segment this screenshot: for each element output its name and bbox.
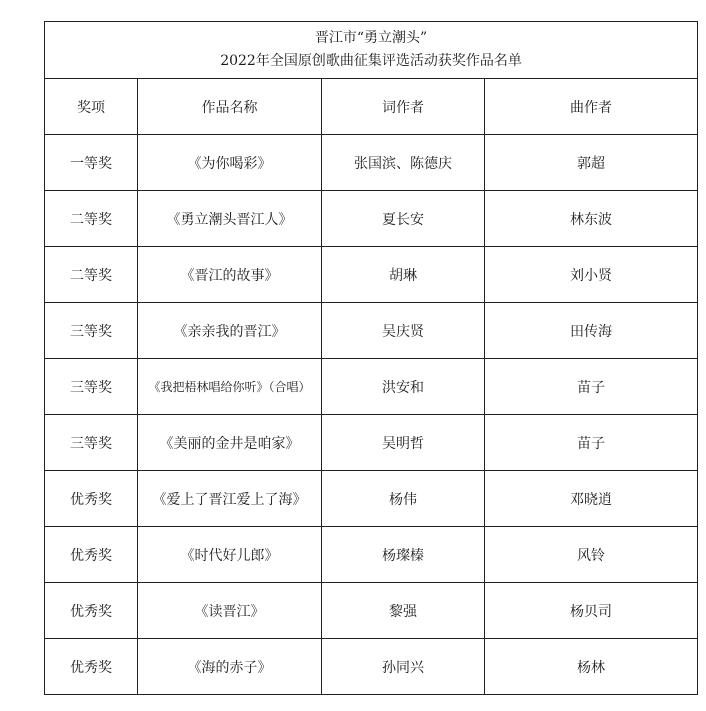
lyricist-cell: 洪安和: [322, 359, 485, 415]
work-cell: 《读晋江》: [138, 583, 322, 639]
column-header-work: 作品名称: [138, 79, 322, 135]
work-cell: 《爱上了晋江爱上了海》: [138, 471, 322, 527]
composer-cell: 林东波: [485, 191, 698, 247]
composer-cell: 苗子: [485, 415, 698, 471]
award-cell: 优秀奖: [45, 639, 138, 695]
work-cell: 《海的赤子》: [138, 639, 322, 695]
table-row: [45, 191, 698, 247]
table-row: [45, 527, 698, 583]
award-cell: 三等奖: [45, 303, 138, 359]
lyricist-cell: 孙同兴: [322, 639, 485, 695]
composer-cell: 刘小贤: [485, 247, 698, 303]
composer-cell: 郭超: [485, 135, 698, 191]
lyricist-cell: 黎强: [322, 583, 485, 639]
table-row: [45, 415, 698, 471]
composer-cell: 邓晓逍: [485, 471, 698, 527]
award-cell: 三等奖: [45, 415, 138, 471]
composer-cell: 风铃: [485, 527, 698, 583]
award-cell: 优秀奖: [45, 471, 138, 527]
lyricist-cell: 吴庆贤: [322, 303, 485, 359]
column-header-award: 奖项: [45, 79, 138, 135]
award-cell: 二等奖: [45, 191, 138, 247]
table-row: [45, 471, 698, 527]
composer-cell: 苗子: [485, 359, 698, 415]
award-list-table: [44, 21, 698, 695]
composer-cell: 田传海: [485, 303, 698, 359]
lyricist-cell: 杨伟: [322, 471, 485, 527]
work-cell: 《亲亲我的晋江》: [138, 303, 322, 359]
title-line-2: 2022年全国原创歌曲征集评选活动获奖作品名单: [220, 53, 522, 69]
composer-cell: 杨林: [485, 639, 698, 695]
award-cell: 二等奖: [45, 247, 138, 303]
work-cell: 《晋江的故事》: [138, 247, 322, 303]
award-cell: 优秀奖: [45, 583, 138, 639]
lyricist-cell: 胡琳: [322, 247, 485, 303]
work-cell: 《美丽的金井是咱家》: [138, 415, 322, 471]
table-row: [45, 359, 698, 415]
table-row: [45, 303, 698, 359]
award-cell: 优秀奖: [45, 527, 138, 583]
work-cell: 《勇立潮头晋江人》: [138, 191, 322, 247]
lyricist-cell: 张国滨、陈德庆: [322, 135, 485, 191]
work-cell: 《为你喝彩》: [138, 135, 322, 191]
title-row: [45, 22, 698, 79]
table-row: [45, 135, 698, 191]
composer-cell: 杨贝司: [485, 583, 698, 639]
lyricist-cell: 杨璨榛: [322, 527, 485, 583]
title-line-1: 晋江市“勇立潮头”: [314, 30, 428, 46]
award-cell: 一等奖: [45, 135, 138, 191]
lyricist-cell: 夏长安: [322, 191, 485, 247]
table-row: [45, 639, 698, 695]
table-row: [45, 583, 698, 639]
work-cell: 《我把梧林唱给你听》（合唱）: [138, 359, 322, 415]
table-row: [45, 247, 698, 303]
award-cell: 三等奖: [45, 359, 138, 415]
table-title: [45, 22, 698, 79]
header-row: [45, 79, 698, 135]
lyricist-cell: 吴明哲: [322, 415, 485, 471]
column-header-lyricist: 词作者: [322, 79, 485, 135]
work-cell: 《时代好儿郎》: [138, 527, 322, 583]
column-header-composer: 曲作者: [485, 79, 698, 135]
